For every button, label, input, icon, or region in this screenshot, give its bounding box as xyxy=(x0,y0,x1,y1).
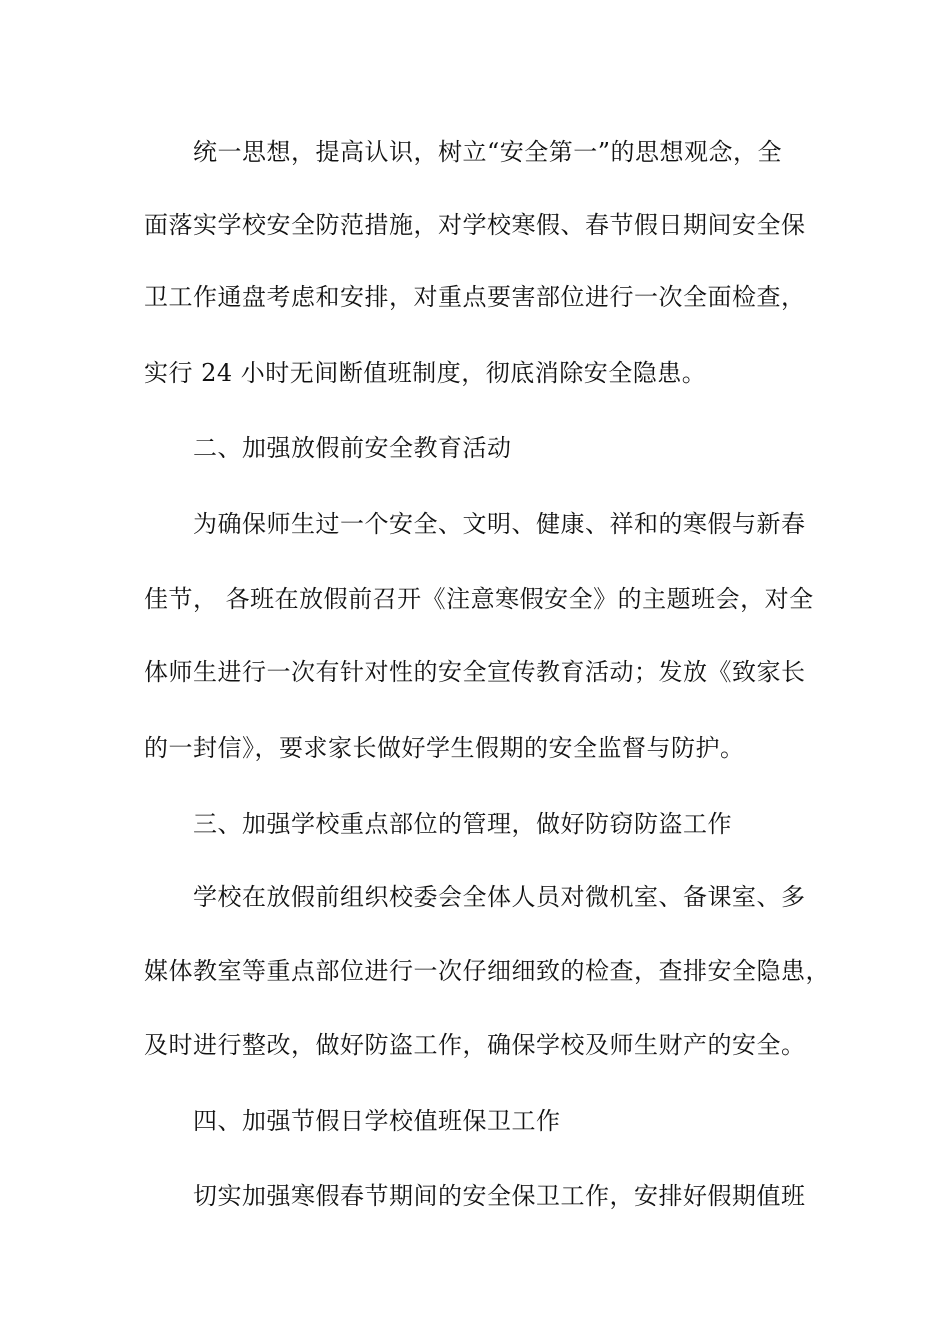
paragraph-line: 体师生进行一次有针对性的安全宣传教育活动；发放《致家长 xyxy=(144,658,806,686)
paragraph-line: 切实加强寒假春节期间的安全保卫工作，安排好假期值班 xyxy=(193,1182,806,1210)
paragraph-line: 的一封信》，要求家长做好学生假期的安全监督与防护。 xyxy=(144,734,745,762)
paragraph-line: 学校在放假前组织校委会全体人员对微机室、备课室、多 xyxy=(193,883,806,911)
section-heading: 三、加强学校重点部位的管理，做好防窃防盗工作 xyxy=(193,810,732,838)
paragraph-line: 卫工作通盘考虑和安排，对重点要害部位进行一次全面检查， xyxy=(144,283,806,311)
paragraph-line: 面落实学校安全防范措施，对学校寒假、春节假日期间安全保 xyxy=(144,211,806,239)
paragraph-line: 实行 24 小时无间断值班制度，彻底消除安全隐患。 xyxy=(144,359,707,387)
paragraph-line: 统一思想，提高认识，树立“安全第一”的思想观念，全 xyxy=(193,138,783,166)
paragraph-line: 媒体教室等重点部位进行一次仔细细致的检查，查排安全隐患， xyxy=(144,957,830,985)
paragraph-line: 佳节， 各班在放假前召开《注意寒假安全》的主题班会，对全 xyxy=(144,585,814,613)
section-heading: 二、加强放假前安全教育活动 xyxy=(193,434,512,462)
paragraph-line: 及时进行整改，做好防盗工作，确保学校及师生财产的安全。 xyxy=(144,1031,806,1059)
paragraph-line: 为确保师生过一个安全、文明、健康、祥和的寒假与新春 xyxy=(193,510,806,538)
section-heading: 四、加强节假日学校值班保卫工作 xyxy=(193,1107,561,1135)
